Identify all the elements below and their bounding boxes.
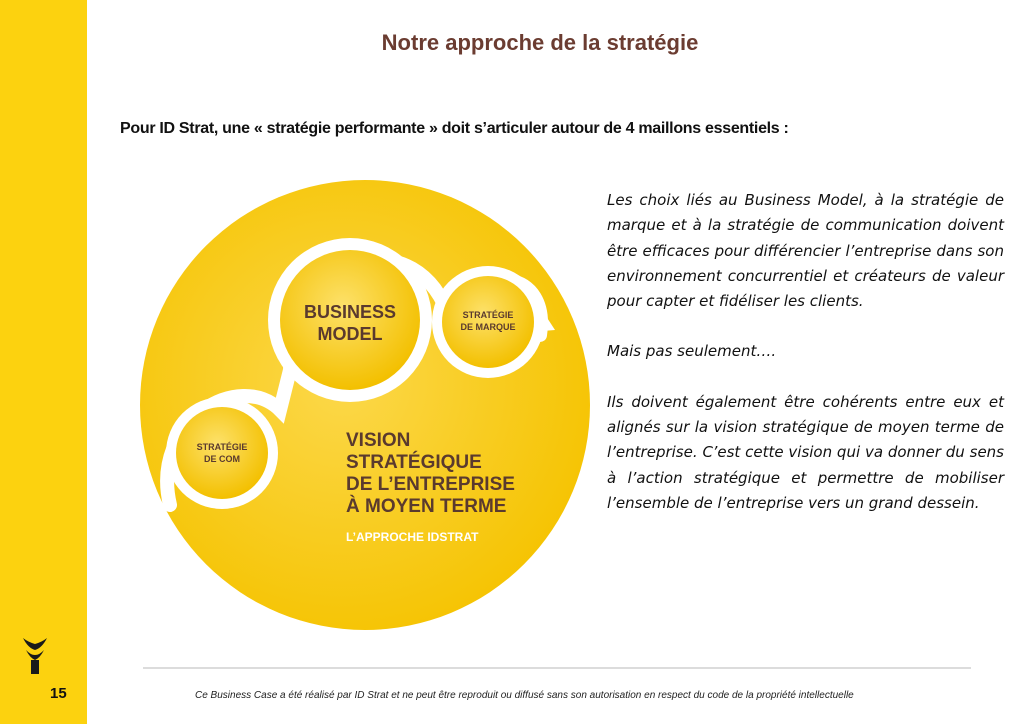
strategie-com-line2: DE COM [204,454,240,464]
body-text [607,188,1004,516]
strategie-marque-line1: STRATÉGIE [462,310,514,320]
vision-line4: À MOYEN TERME [346,496,507,517]
business-model-line1: BUSINESS [303,302,397,322]
left-color-band [0,0,87,724]
vision-line1: VISION [346,430,411,451]
vision-line3: DE L’ENTREPRISE [346,474,515,495]
vision-line2: STRATÉGIQUE [346,452,482,473]
business-model-line2: MODEL [317,324,383,344]
approche-label: L’APPROCHE IDSTRAT [346,530,479,544]
page-number: 15 [50,685,67,702]
page-subtitle: Pour ID Strat, une « stratégie performante » doit s’articuler autour de 4 maillons essentiels : [120,120,789,137]
id-strat-logo-icon [22,636,48,676]
footer-note: Ce Business Case a été réalisé par ID Strat et ne peut être reproduit ou diffusé sans son autorisation en respect du code de la propriété intellectuelle [195,690,854,701]
paragraph-2: Mais pas seulement…. [607,342,777,361]
paragraph-1: Les choix liés au Business Model, à la stratégie de marque et à la stratégie de communication doivent être efficaces pour différencier l’entreprise dans son environnement concurrentiel et créateurs de valeur pour capter et fidéliser les clients. [607,191,1004,311]
strategie-marque-line2: DE MARQUE [460,322,516,332]
strategie-com-line1: STRATÉGIE [196,442,248,452]
strategy-diagram [130,160,600,640]
page-title: Notre approche de la stratégie [381,30,699,55]
paragraph-3: Ils doivent également être cohérents entre eux et alignés sur la vision stratégique de moyen terme de l’entreprise. C’est cette vision qui va donner du sens à l’action stratégique et permettre de mobiliser l’ensemble de l’entreprise vers un grand dessein. [607,392,1004,512]
footer-divider [143,667,971,669]
strategie-com-inner [176,407,268,499]
